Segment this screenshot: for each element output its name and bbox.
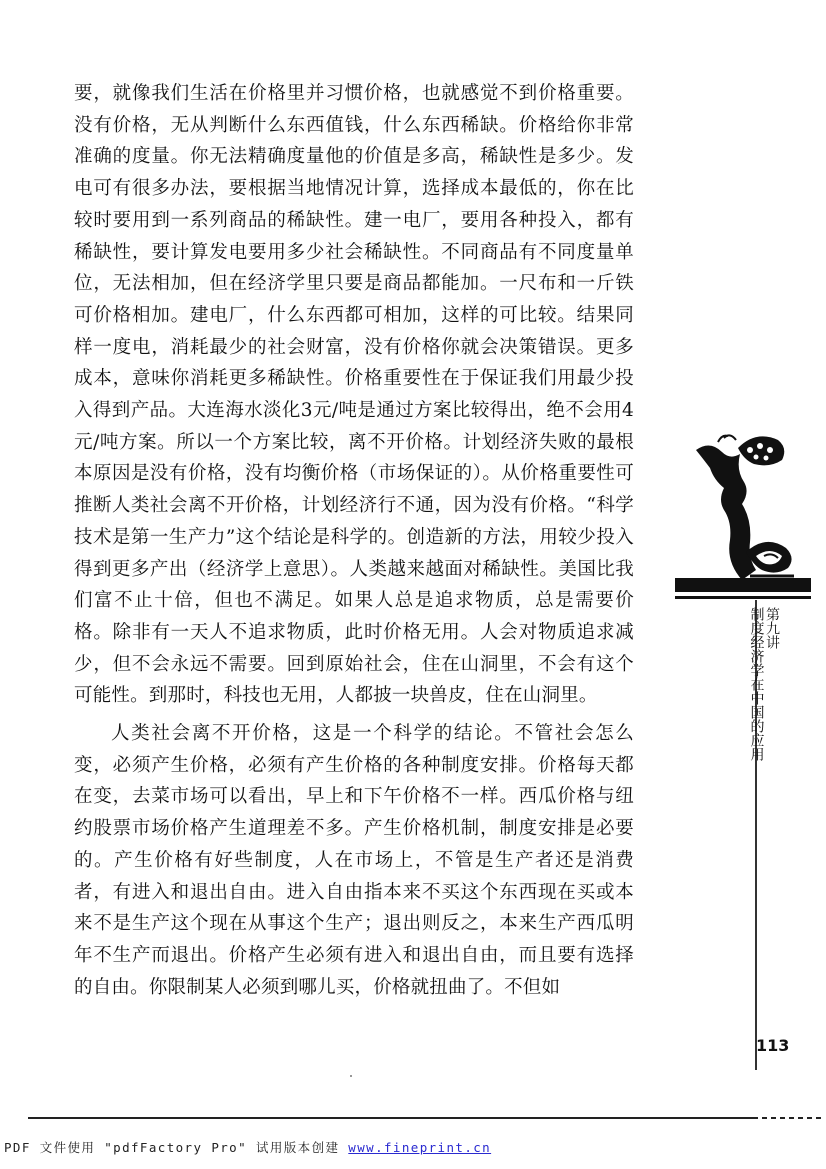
paragraph-2: 人类社会离不开价格，这是一个科学的结论。不管社会怎么变，必须产生价格，必须有产生价格的各种制度安排。价格每天都在变，去菜市场可以看出，早上和下午价格不一样。西瓜价格与纽约股票市场价格产生道理差不多。产生价格机制，制度安排是必要的。产生价格有好些制度，人在市场上，不管是生产者还是消费者，有进入和退出自由。进入自由指本来不买这个东西现在买或本来不是生产这个现在从事这个生产；退出则反之，本来生产西瓜明年不生产而退出。价格产生必须有进入和退出自由，而且要有选择的自由。你限制某人必须到哪儿买，价格就扭曲了。不但如 (74, 723, 634, 998)
body-text (74, 78, 634, 1003)
running-head (748, 607, 780, 761)
side-rule-thin (675, 596, 811, 599)
decorative-ornament-icon (690, 430, 800, 595)
footer-text: PDF 文件使用 "pdfFactory Pro" 试用版本创建 (4, 1140, 349, 1155)
speck (350, 1075, 352, 1077)
running-head-chapter: 第九讲 (764, 607, 780, 649)
page-number: 113 (756, 1036, 790, 1055)
bottom-rule (28, 1117, 758, 1119)
side-rule-thick (675, 578, 811, 592)
bottom-rule-dashed (762, 1117, 822, 1119)
paragraph-1: 要，就像我们生活在价格里并习惯价格，也就感觉不到价格重要。没有价格，无从判断什么东西值钱，什么东西稀缺。价格给你非常准确的度量。你无法精确度量他的价值是多高，稀缺性是多少。发电可有很多办法，要根据当地情况计算，选择成本最低的，你在比较时要用到一系列商品的稀缺性。建一电厂，要用各种投入，都有稀缺性，要计算发电要用多少社会稀缺性。不同商品有不同度量单位，无法相加，但在经济学里只要是商品都能加。一尺布和一斤铁可价格相加。建电厂，什么东西都可相加，这样的可比较。结果同样一度电，消耗最少的社会财富，没有价格你就会决策错误。更多成本，意味你消耗更多稀缺性。价格重要性在于保证我们用最少投入得到产品。大连海水淡化3元/吨是通过方案比较得出，绝不会用4元/吨方案。所以一个方案比较，离不开价格。计划经济失败的最根本原因是没有价格，没有均衡价格（市场保证的）。从价格重要性可推断人类社会离不开价格，计划经济行不通，因为没有价格。“科学技术是第一生产力”这个结论是科学的。创造新的方法，用较少投入得到更多产出（经济学上意思）。人类越来越面对稀缺性。美国比我们富不止十倍，但也不满足。如果人总是追求物质，总是需要价格。除非有一天人不追求物质，此时价格无用。人会对物质追求减少，但不会永远不需要。回到原始社会，住在山洞里，不会有这个可能性。到那时，科技也无用，人都披一块兽皮，住在山洞里。 (74, 83, 634, 707)
pdf-footer (4, 1138, 491, 1156)
footer-link[interactable]: www.fineprint.cn (348, 1140, 492, 1155)
running-head-title: 制度经济学在中国的应用 (748, 607, 765, 761)
